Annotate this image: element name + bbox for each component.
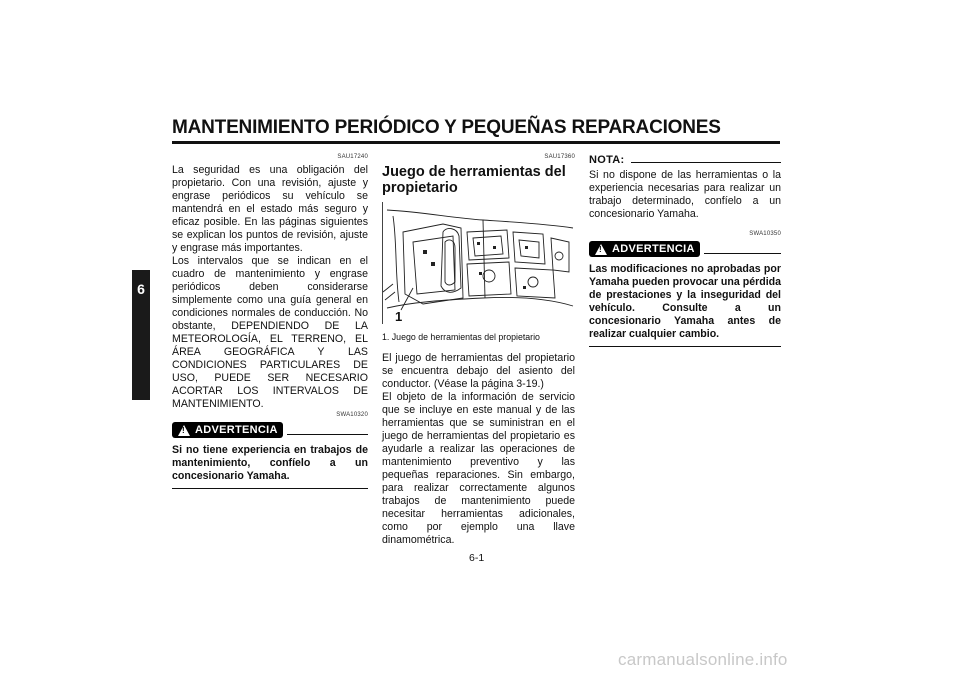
- intro-paragraph-2: Los intervalos que se indican en el cuadro de mantenimiento y engrase periódicos deben considerarse simplemente como una guía general en condiciones normales de conducción. No obstante, DEPENDIENDO DE LA METEOROLOGÍA, EL TERRENO, EL ÁREA GEOGRÁFICA Y LAS CONDICIONES PARTICULARES DE USO, PUEDE SER NECESARIO ACORTAR LOS INTERVALOS DE MANTENIMIENTO.: [172, 255, 368, 410]
- warning-badge: [589, 241, 700, 257]
- warning-header: [589, 241, 781, 257]
- warning-rule: [287, 434, 368, 435]
- nota-rule: [631, 162, 781, 163]
- toolkit-figure: [382, 202, 576, 324]
- warning-text: Si no tiene experiencia en trabajos de mantenimiento, confíelo a un concesionario Yamaha.: [172, 444, 368, 482]
- section-heading: Juego de herramientas del propietario: [382, 164, 566, 196]
- column-intro: [172, 154, 368, 489]
- warning-triangle-icon: !: [178, 425, 190, 436]
- section-code: SAU17240: [337, 154, 368, 160]
- watermark: carmanualsonline.info: [618, 650, 788, 669]
- nota-header: [589, 154, 781, 166]
- page-title: MANTENIMIENTO PERIÓDICO Y PEQUEÑAS REPARACIONES: [172, 117, 721, 138]
- intro-paragraph-1: La seguridad es una obligación del propietario. Con una revisión, ajuste y engrase periódicos su vehículo se mantendrá en el estado más seguro y eficaz posible. En las páginas siguientes se explican los puntos de revisión, ajuste y engrase más importantes.: [172, 164, 368, 254]
- chapter-tab: 6: [132, 270, 150, 400]
- toolkit-paragraph-2: El objeto de la información de servicio que se incluye en este manual y de las herramientas que se suministran en el juego de herramientas del propietario es ayudarle a realizar las operaciones de mantenimiento preventivo y las pequeñas reparaciones. Sin embargo, para realizar correctamente algunos trabajos de mantenimiento puede necesitar herramientas adicionales, como por ejemplo una llave dinamométrica.: [382, 391, 575, 546]
- column-toolkit: [382, 154, 575, 547]
- toolkit-illustration: [383, 202, 575, 324]
- warning-rule: [704, 253, 781, 254]
- warning-label: ADVERTENCIA: [612, 243, 695, 255]
- warning-triangle-icon: !: [595, 244, 607, 255]
- page-number: 6-1: [469, 552, 485, 564]
- warning-text: Las modificaciones no aprobadas por Yamaha pueden provocar una pérdida de prestaciones y la inseguridad del vehículo. Consulte a un concesionario Yamaha antes de realizar cualquier cambio.: [589, 263, 781, 340]
- nota-label: NOTA:: [589, 154, 625, 166]
- warning-end-rule: [589, 346, 781, 347]
- title-rule: [172, 141, 780, 144]
- figure-caption: 1. Juego de herramientas del propietario: [382, 332, 540, 342]
- section-code: SAU17360: [544, 154, 575, 160]
- warning-header: [172, 422, 368, 438]
- warning-code: SWA10350: [749, 231, 781, 237]
- warning-badge: [172, 422, 283, 438]
- warning-end-rule: [172, 488, 368, 489]
- warning-label: ADVERTENCIA: [195, 424, 278, 436]
- column-notes: [589, 154, 781, 347]
- figure-callout-number: 1: [395, 309, 403, 324]
- warning-code: SWA10320: [336, 412, 368, 418]
- toolkit-paragraph-1: El juego de herramientas del propietario se encuentra debajo del asiento del conductor. (Véase la página 3-19.): [382, 352, 575, 390]
- nota-text: Si no dispone de las herramientas o la experiencia necesarias para realizar un trabajo determinado, confíelo a un concesionario Yamaha.: [589, 169, 781, 220]
